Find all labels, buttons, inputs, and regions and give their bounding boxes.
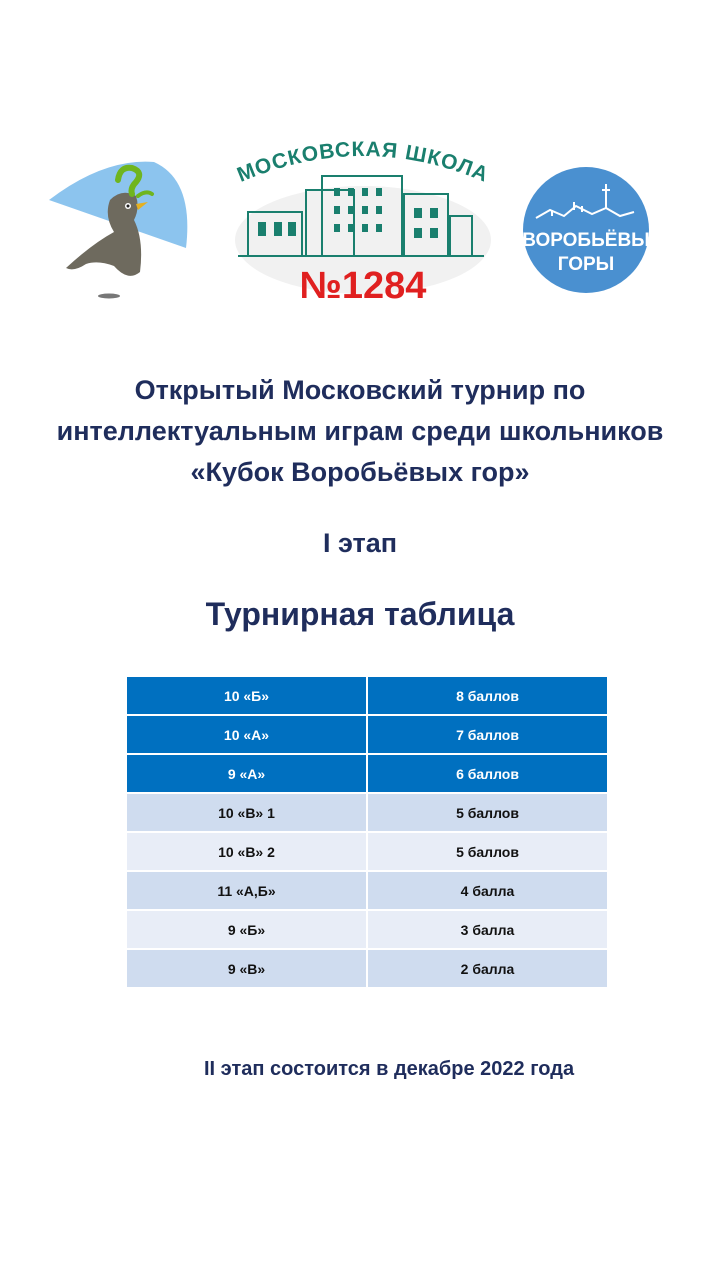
vg-line2: ГОРЫ (557, 254, 615, 275)
score-cell: 8 баллов (366, 677, 607, 714)
table-row (127, 755, 607, 792)
stage-label: I этап (322, 528, 398, 558)
score-cell: 3 балла (366, 911, 607, 948)
team-cell: 10 «А» (127, 716, 366, 753)
team-cell: 9 «В» (127, 950, 366, 987)
team-cell: 11 «А,Б» (127, 872, 366, 909)
team-cell: 10 «Б» (127, 677, 366, 714)
score-cell: 2 балла (366, 950, 607, 987)
team-cell: 10 «В» 2 (127, 833, 366, 870)
table-row (127, 911, 607, 948)
table-row (127, 716, 607, 753)
svg-text:МОСКОВСКАЯ ШКОЛА (234, 138, 492, 187)
score-cell: 6 баллов (366, 755, 607, 792)
title-line-2: интеллектуальным играм среди школьников (56, 416, 664, 446)
team-cell: 9 «Б» (127, 911, 366, 948)
title-line-3: «Кубок Воробьёвых гор» (190, 457, 530, 487)
team-cell: 10 «В» 1 (127, 794, 366, 831)
score-cell: 4 балла (366, 872, 607, 909)
tournament-title (0, 370, 720, 493)
table-row (127, 872, 607, 909)
team-cell: 9 «А» (127, 755, 366, 792)
standings-table (127, 677, 607, 989)
table-row (127, 677, 607, 714)
title-line-1: Открытый Московский турнир по (134, 375, 586, 405)
score-cell: 5 баллов (366, 794, 607, 831)
score-cell: 5 баллов (366, 833, 607, 870)
school-1284-logo (218, 130, 508, 305)
school-arc-text: МОСКОВСКАЯ ШКОЛА (233, 137, 493, 187)
vorobyovy-gory-logo (522, 166, 650, 294)
table-row (127, 950, 607, 987)
sparrow-logo-icon (44, 160, 194, 300)
table-row (127, 794, 607, 831)
score-cell: 7 баллов (366, 716, 607, 753)
logos-bar (0, 130, 720, 310)
standings-title: Турнирная таблица (205, 596, 515, 632)
table-row (127, 833, 607, 870)
vg-line1: ВОРОБЬЁВЫ (522, 230, 650, 251)
school-number: №1284 (299, 265, 427, 305)
next-stage-note: II этап состоится в декабре 2022 года (204, 1058, 575, 1080)
